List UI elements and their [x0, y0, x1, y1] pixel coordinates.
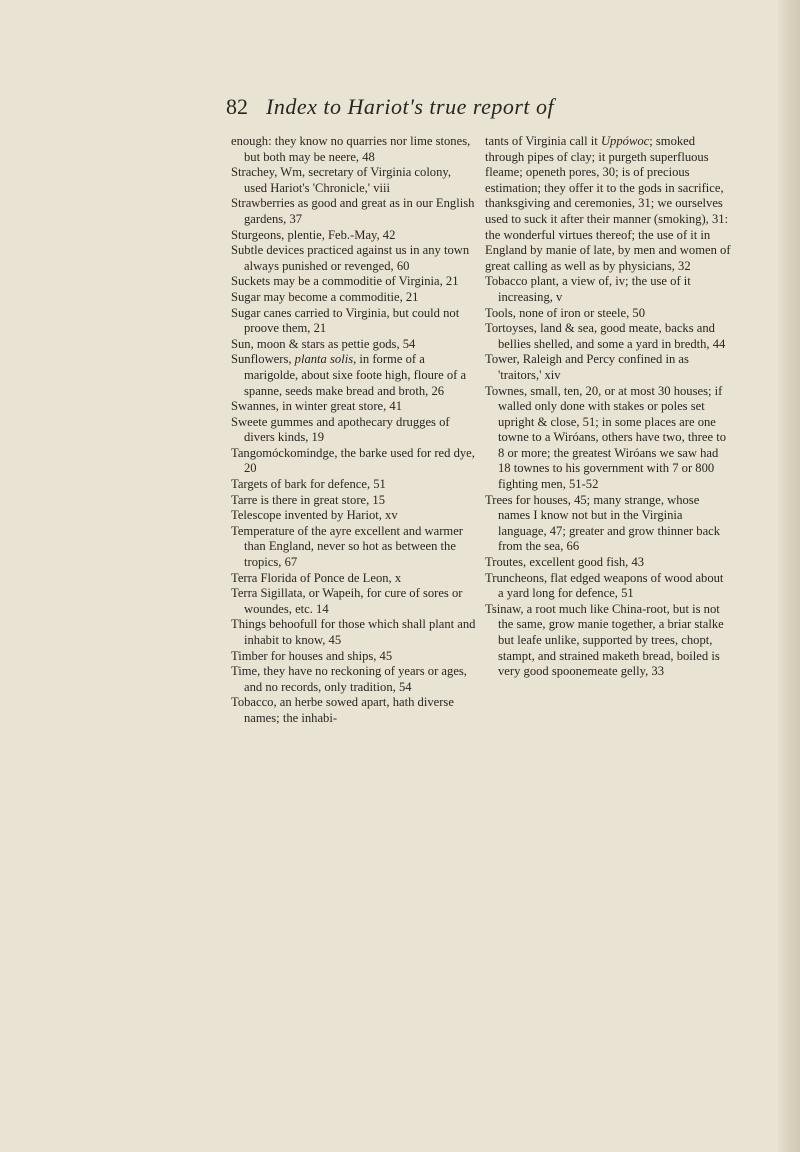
- index-entry: Terra Sigillata, or Wapeih, for cure of sores or woundes, etc. 14: [231, 586, 463, 616]
- index-column-left: [231, 134, 477, 727]
- index-entry: Tsinaw, a root much like China-root, but is not the same, grow manie together, a briar stalke but leafe unlike, supported by trees, chopt, stampt, and strained maketh bread, boiled is very good spoonemeate gelly, 33: [485, 601, 724, 679]
- index-entry: Truncheons, flat edged weapons of wood about a yard long for defence, 51: [485, 570, 724, 601]
- index-entry: Tools, none of iron or steele, 50: [485, 305, 646, 320]
- index-entry: Trees for houses, 45; many strange, whose names I know not but in the Virginia language, 47; greater and grow thinner back from the sea, 66: [485, 492, 721, 554]
- italic-term: planta solis: [294, 352, 354, 367]
- index-entry: Tangomóckomindge, the barke used for red dye, 20: [231, 445, 475, 476]
- index-entry: Subtle devices practiced against us in any town always punished or revenged, 60: [231, 243, 470, 273]
- running-title: Index to Hariot's true report of: [266, 94, 555, 119]
- italic-term: Uppówoc: [600, 134, 650, 148]
- index-entry: Sweete gummes and apothecary drugges of divers kinds, 19: [231, 414, 450, 445]
- index-column-right: [485, 134, 731, 680]
- index-entry: enough: they know no quarries nor lime stones, but both may be neere, 48: [231, 134, 471, 164]
- page-edge: [778, 0, 800, 1152]
- index-entry: Troutes, excellent good fish, 43: [485, 555, 645, 570]
- index-entry: Timber for houses and ships, 45: [231, 648, 393, 663]
- index-entry: Tower, Raleigh and Percy confined in as 'traitors,' xiv: [485, 352, 689, 382]
- index-entry: Targets of bark for defence, 51: [231, 477, 386, 492]
- index-entry: Sun, moon & stars as pettie gods, 54: [231, 336, 416, 351]
- index-entry: Townes, small, ten, 20, or at most 30 houses; if walled only done with stakes or poles set upright & close, 51; in some places are one towne to a Wiróans, others have two, three to 8 or more; the greatest Wiróans we saw had 18 townes to his government with 7 or 800 fighting men, 51-52: [485, 383, 726, 492]
- index-entry: Sunflowers, planta solis, in forme of a marigolde, about sixe foote high, floure of a spanne, seeds make bread and broth, 26: [231, 352, 467, 398]
- index-entry: Tobacco plant, a view of, iv; the use of it increasing, v: [485, 274, 691, 304]
- index-entry: Suckets may be a commoditie of Virginia, 21: [231, 274, 459, 289]
- page-number: 82: [226, 94, 248, 119]
- index-entry: Tobacco, an herbe sowed apart, hath diverse names; the inhabi-: [231, 695, 454, 725]
- index-entry: Time, they have no reckoning of years or ages, and no records, only tradition, 54: [231, 664, 467, 694]
- index-entry: Tortoyses, land & sea, good meate, backs and bellies shelled, and some a yard in bredth, 44: [485, 321, 726, 351]
- index-entry: Swannes, in winter great store, 41: [231, 399, 403, 414]
- index-entry: Sturgeons, plentie, Feb.-May, 42: [231, 227, 396, 242]
- index-entry: Sugar may become a commoditie, 21: [231, 289, 419, 304]
- index-entry-continued: tants of Virginia call it Uppówoc; smoked through pipes of clay; it purgeth superfluous fleame; openeth pores, 30; is of precious estimation; they offer it to the gods in sacrifice, thanksgiving and ceremonies, 31; we ourselves used to suck it after their manner (smoking), 31: the wonderful virtues thereof; the use of it in England by manie of late, by men and women of great calling as well as by physicians, 32: [485, 134, 731, 273]
- index-entry: Things behoofull for those which shall plant and inhabit to know, 45: [231, 617, 476, 647]
- index-entry: Telescope invented by Hariot, xv: [231, 508, 398, 523]
- index-entry: Sugar canes carried to Virginia, but could not proove them, 21: [231, 305, 460, 336]
- index-entry: Strachey, Wm, secretary of Virginia colony, used Hariot's 'Chronicle,' viii: [231, 165, 452, 195]
- index-entry: Strawberries as good and great as in our English gardens, 37: [231, 196, 475, 226]
- index-entry: Temperature of the ayre excellent and warmer than England, never so hot as between the tropics, 67: [231, 523, 463, 570]
- index-entry: Tarre is there in great store, 15: [231, 492, 386, 507]
- page-header: [226, 94, 726, 120]
- index-entry: Terra Florida of Ponce de Leon, x: [231, 570, 402, 585]
